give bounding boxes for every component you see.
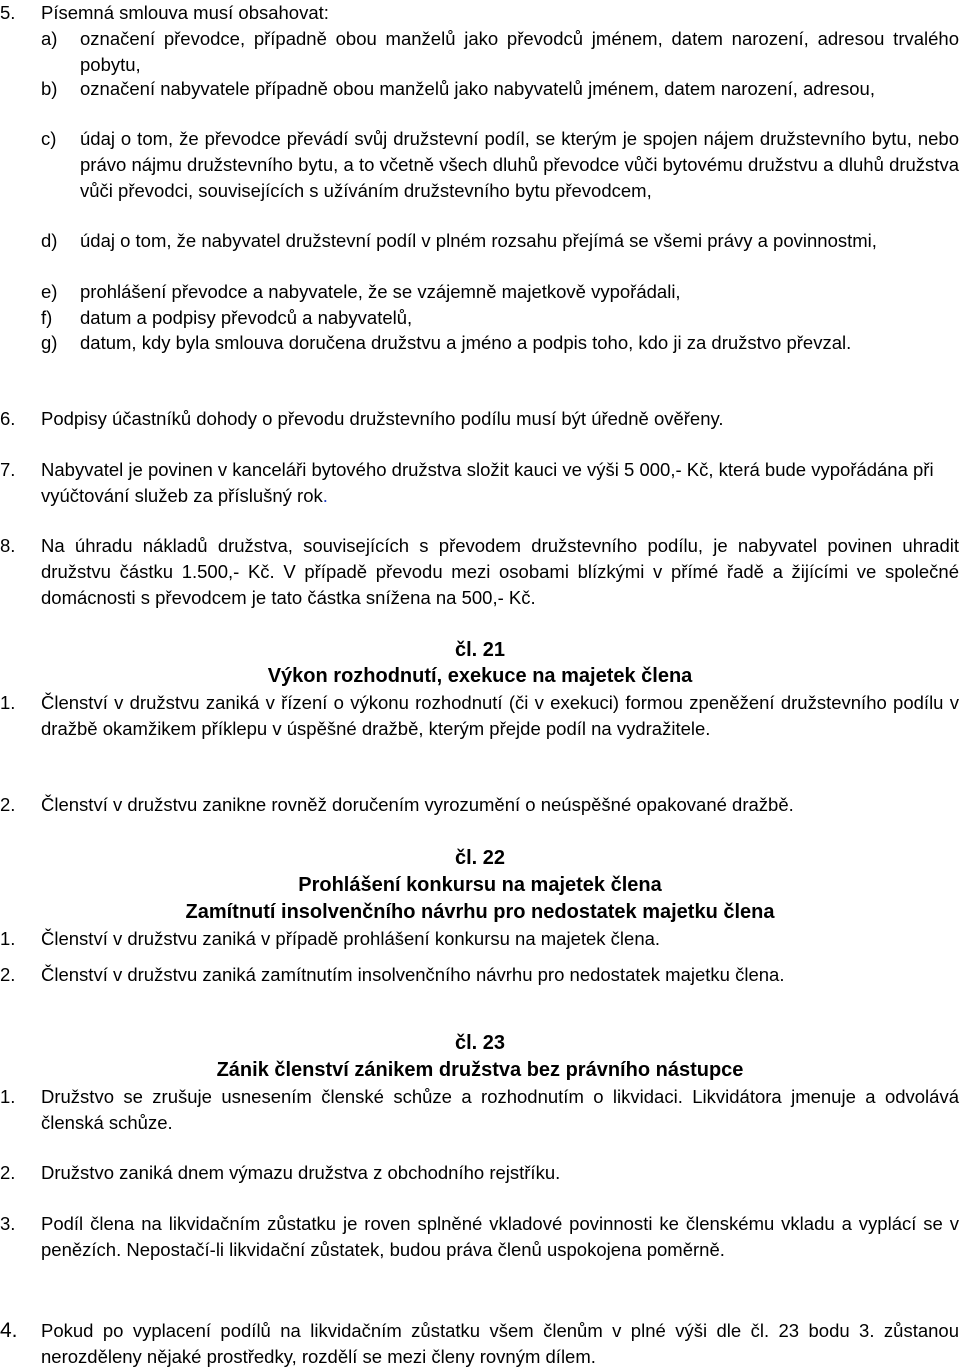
article-21-title: Výkon rozhodnutí, exekuce na majetek člena xyxy=(267,665,693,687)
sub-item-text: datum, kdy byla smlouva doručena družstvu a jméno a podpis toho, kdo ji za družstvo převzal. xyxy=(80,332,852,353)
article-22-subtitle: Zamítnutí insolvenčního návrhu pro nedostatek majetku člena xyxy=(185,901,775,923)
item-text: Pokud po vyplacení podílů na likvidačním zůstatku všem členům v plné výši dle čl. 23 bodu 3. zůstanou nerozděleny nějaké prostředky, rozdělí se mezi členy rovným dílem. xyxy=(41,1320,959,1367)
item-text: Podíl člena na likvidačním zůstatku je roven splněné vkladové povinnosti ke členskému vkladu a vyplácí se v penězích. Nepostačí-li likvidační zůstatek, budou práva členů uspokojena poměrně. xyxy=(41,1213,959,1260)
item-text-body: Nabyvatel je povinen v kanceláři bytového družstva složit kauci ve výši 5 000,- Kč, která bude vypořádána při vyúčtování služeb za příslušný rok xyxy=(41,459,934,506)
sub-item-text: označení nabyvatele případně obou manželů jako nabyvatelů jménem, datem narození, adresou, xyxy=(80,78,875,99)
article-23-heading: čl. 23 xyxy=(454,1032,506,1054)
article-23-title: Zánik členství zánikem družstva bez právního nástupce xyxy=(216,1059,744,1081)
item-number: 2. xyxy=(0,964,16,985)
item-text: Členství v družstvu zaniká v řízení o výkonu rozhodnutí (či v exekuci) formou zpeněžení družstevního podílu v dražbě okamžikem příklepu v úspěšné dražbě, kterým přejde podíl na vydražitele. xyxy=(41,692,959,739)
sub-item-text: označení převodce, případně obou manželů jako převodců jménem, datem narození, adresou trvalého pobytu, xyxy=(80,28,959,75)
item-number: 6. xyxy=(0,408,16,429)
item-number: 1. xyxy=(0,1086,16,1107)
item-text-period: . xyxy=(322,485,328,506)
item-number: 1. xyxy=(0,692,16,713)
sub-item-label: d) xyxy=(41,230,58,251)
item-number: 2. xyxy=(0,794,16,815)
article-22-heading: čl. 22 xyxy=(454,847,506,869)
item-number: 2. xyxy=(0,1162,16,1183)
sub-item-label: c) xyxy=(41,128,57,149)
item-text: Na úhradu nákladů družstva, souvisejících s převodem družstevního podílu, je nabyvatel povinen uhradit družstvu částku 1.500,- Kč. V případě převodu mezi osobami blízkými v přímé řadě a žijícími ve společné domácnosti s převodcem je tato částka snížena na 500,- Kč. xyxy=(41,535,959,608)
item-number: 3. xyxy=(0,1213,16,1234)
item-text: Členství v družstvu zaniká v případě prohlášení konkursu na majetek člena. xyxy=(41,928,661,949)
sub-item-label: g) xyxy=(41,332,58,353)
item-text: Písemná smlouva musí obsahovat: xyxy=(41,2,329,23)
sub-item-label: e) xyxy=(41,281,58,302)
item-number: 4. xyxy=(0,1319,18,1342)
sub-item-text: datum a podpisy převodců a nabyvatelů, xyxy=(80,307,413,328)
sub-item-label: a) xyxy=(41,28,58,49)
item-text: Družstvo se zrušuje usnesením členské schůze a rozhodnutím o likvidaci. Likvidátora jmenuje a odvolává členská schůze. xyxy=(41,1086,959,1133)
sub-item-text: údaj o tom, že nabyvatel družstevní podíl v plném rozsahu přejímá se všemi právy a povinnostmi, xyxy=(80,230,877,251)
sub-item-text: údaj o tom, že převodce převádí svůj družstevní podíl, se kterým je spojen nájem družstevního bytu, nebo právo nájmu družstevního bytu, a to včetně všech dluhů převodce vůči bytovému družstvu a dluhů družstva vůči převodci, souvisejících s užíváním družstevního bytu převodcem, xyxy=(80,128,959,201)
article-22-title: Prohlášení konkursu na majetek člena xyxy=(298,874,662,896)
item-number: 1. xyxy=(0,928,16,949)
item-text: Podpisy účastníků dohody o převodu družstevního podílu musí být úředně ověřeny. xyxy=(41,408,724,429)
item-text xyxy=(41,457,959,509)
item-number: 5. xyxy=(0,2,16,23)
item-text: Členství v družstvu zaniká zamítnutím insolvenčního návrhu pro nedostatek majetku člena. xyxy=(41,964,785,985)
item-number: 7. xyxy=(0,459,16,480)
sub-item-text: prohlášení převodce a nabyvatele, že se vzájemně majetkově vypořádali, xyxy=(80,281,681,302)
sub-item-label: f) xyxy=(41,307,53,328)
item-text: Členství v družstvu zanikne rovněž doručením vyrozumění o neúspěšné opakované dražbě. xyxy=(41,794,794,815)
item-number: 8. xyxy=(0,535,16,556)
sub-item-label: b) xyxy=(41,78,58,99)
article-21-heading: čl. 21 xyxy=(454,639,506,661)
item-text: Družstvo zaniká dnem výmazu družstva z obchodního rejstříku. xyxy=(41,1162,561,1183)
